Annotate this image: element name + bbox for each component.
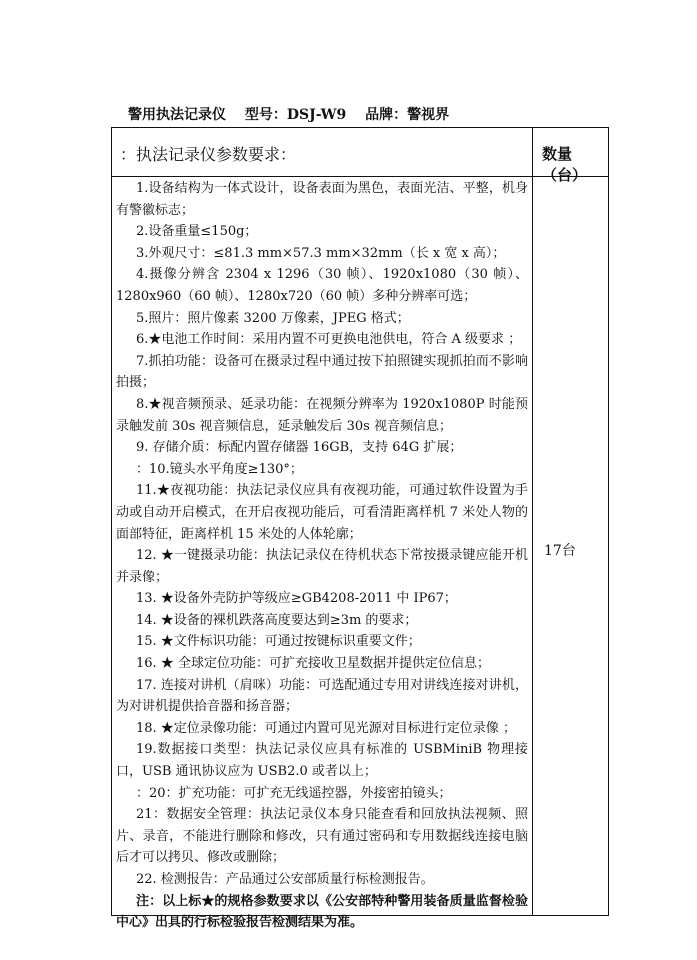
spec-list (116, 178, 528, 934)
spec-item-10: ：10.镜头水平角度≥130°； (136, 461, 303, 477)
spec-table (111, 127, 609, 931)
spec-item-7: 7.抓拍功能：设备可在摄录过程中通过按下拍照键实现抓拍而不影响拍摄； (116, 353, 528, 391)
spec-item-22: 22. 检测报告：产品通过公安部质量行标检测报告。 (136, 872, 434, 887)
quantity-value: 17台 (544, 543, 576, 559)
quantity-header: 数量（台） (542, 145, 588, 184)
header-row-divider (112, 176, 608, 177)
spec-item-3: 3.外观尺寸：≤81.3 mm×57.3 mm×32mm（长 x 宽 x 高）； (136, 245, 506, 261)
spec-item-16: 16. ★ 全球定位功能：可扩充接收卫星数据并提供定位信息； (136, 656, 490, 672)
spec-item-15: 15. ★文件标识功能：可通过按键标识重要文件； (136, 634, 421, 650)
brand-name: 品牌：警视界 (365, 107, 450, 123)
spec-item-18: 18. ★定位录像功能：可通过内置可见光源对目标进行定位录像 ； (136, 720, 516, 736)
spec-item-8: 8.★视音频预录、延录功能：在视频分辨率为 1920x1080P 时能预录触发前 30s 视音频信息，延录触发后 30s 视音频信息； (116, 396, 528, 434)
product-name: 警用执法记录仪 (128, 107, 226, 123)
document-header (128, 104, 463, 124)
spec-item-4: 4.摄像分辨含 2304 x 1296（30 帧）、1920x1080（30 帧）、1280x960（60 帧）、1280x720（60 帧）多种分辨率可选； (116, 267, 528, 304)
spec-item-17: 17. 连接对讲机（肩咪）功能：可选配通过专用对讲线连接对讲机，为对讲机提供拾音器和扬音器； (116, 677, 528, 715)
spec-item-1: 1.设备结构为一体式设计，设备表面为黑色，表面光洁、平整，机身有警徽标志； (116, 181, 528, 218)
spec-item-2: 2.设备重量≤150g； (136, 224, 258, 240)
column-divider (532, 128, 533, 915)
spec-item-13: 13. ★设备外壳防护等级应≥GB4208-2011 中 IP67； (136, 591, 457, 607)
spec-item-6: 6.★电池工作时间：采用内置不可更换电池供电，符合 A 级要求 ； (136, 332, 522, 348)
spec-item-21: 21：数据安全管理：执法记录仪本身只能查看和回放执法视频、照片、录音，不能进行删除和修改，只有通过密码和专用数据线连接电脑后才可以拷贝、修改或删除； (116, 807, 528, 866)
spec-item-19: 19.数据接口类型：执法记录仪应具有标准的 USBMiniB 物理接口，USB 通讯协议应为 USB2.0 或者以上； (116, 742, 528, 780)
spec-item-12: 12. ★一键摄录功能：执法记录仪在待机状态下常按摄录键应能开机并录像； (116, 548, 528, 585)
spec-item-5: 5.照片：照片像素 3200 万像素，JPEG 格式； (136, 310, 410, 326)
spec-item-14: 14. ★设备的裸机跌落高度要达到≥3m 的要求； (136, 612, 418, 628)
spec-note: 注：以上标★的规格参数要求以《公安部特种警用装备质量监督检验中心》出具的行标检验报告检测结果为准。 (116, 893, 528, 931)
spec-item-20: ：20：扩充功能：可扩充无线遥控器，外接密拍镜头； (136, 785, 452, 801)
spec-item-11: 11.★夜视功能：执法记录仪应具有夜视功能，可通过软件设置为手动或自动开启模式，在开启夜视功能后，可看清距离样机 7 米处人物的面部特征，距离样机 15 米处的人体轮廓； (116, 483, 528, 542)
spec-item-9: 9. 存储介质：标配内置存储器 16GB，支持 64G 扩展； (136, 440, 463, 456)
spec-title: ：执法记录仪参数要求： (120, 145, 297, 164)
model-number: 型号：DSJ-W9 (244, 107, 347, 123)
